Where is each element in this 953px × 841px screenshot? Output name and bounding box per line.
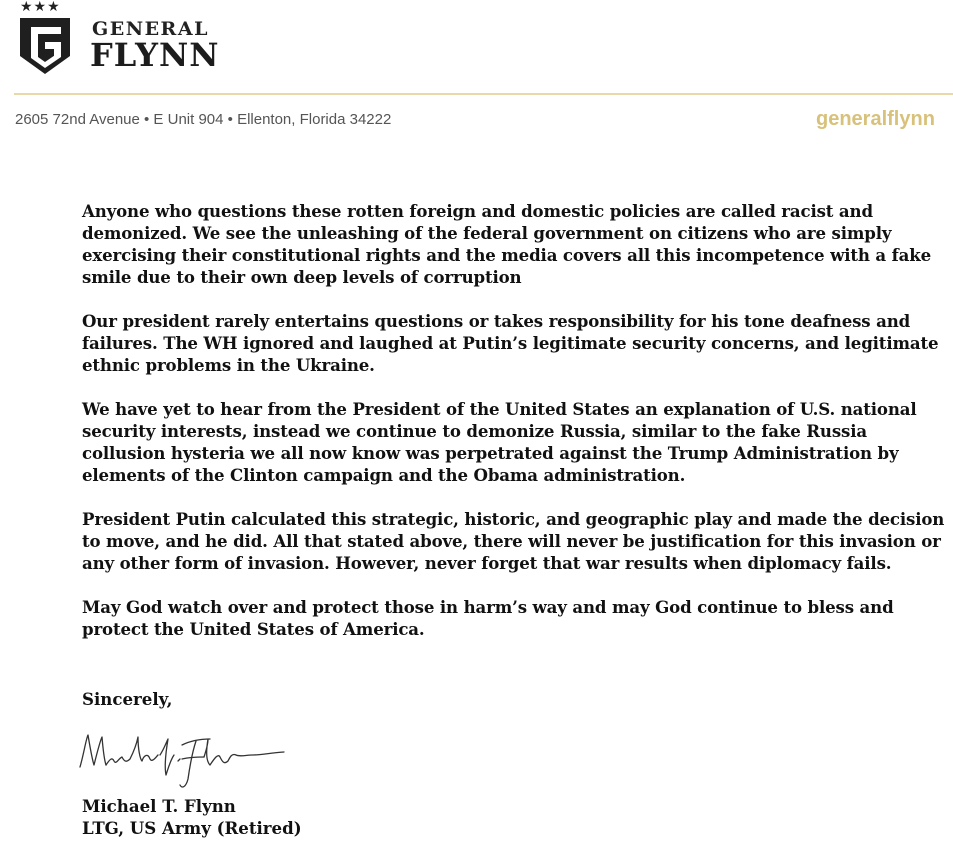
- stars-icon: ★★★: [20, 0, 61, 15]
- signatory-title: LTG, US Army (Retired): [82, 818, 302, 838]
- paragraph-2: Our president rarely entertains questions or takes responsibility for his tone deafness and failures. The WH ignored and laughed at Putin’s legitimate security concerns, and legitimate ethnic problems in the Ukraine.: [82, 311, 939, 375]
- paragraph-5: May God watch over and protect those in harm’s way and may God continue to bless and protect the United States of America.: [82, 597, 894, 639]
- brand-flynn: FLYNN: [90, 36, 220, 74]
- header-divider: [14, 93, 953, 95]
- address-line: 2605 72nd Avenue • E Unit 904 • Ellenton, Florida 34222: [15, 111, 392, 128]
- social-handle: generalflynn: [816, 108, 935, 130]
- paragraph-4: President Putin calculated this strategic, historic, and geographic play and made the decision to move, and he did. All that stated above, there will never be justification for this invasion or any other form of invasion. However, never forget that war results when diplomacy fails.: [82, 509, 945, 573]
- paragraph-1: Anyone who questions these rotten foreign and domestic policies are called racist and demonized. We see the unleashing of the federal government on citizens who are simply exercising their constitutional rights and the media covers all this incompetence with a fake smile due to their own deep levels of corruption: [82, 201, 931, 287]
- shield-logo-icon: [18, 16, 72, 76]
- signatory-name: Michael T. Flynn: [82, 796, 236, 816]
- paragraph-3: We have yet to hear from the President of the United States an explanation of U.S. national security interests, instead we continue to demonize Russia, similar to the fake Russia collusion hysteria we all now know was perpetrated against the Trump Administration by elements of the Clinton campaign and the Obama administration.: [82, 399, 917, 485]
- brand-general: GENERAL: [92, 18, 209, 40]
- letterhead: [0, 0, 953, 140]
- closing: Sincerely,: [82, 689, 173, 709]
- letter-body: [82, 200, 952, 662]
- signature-image: [70, 725, 300, 795]
